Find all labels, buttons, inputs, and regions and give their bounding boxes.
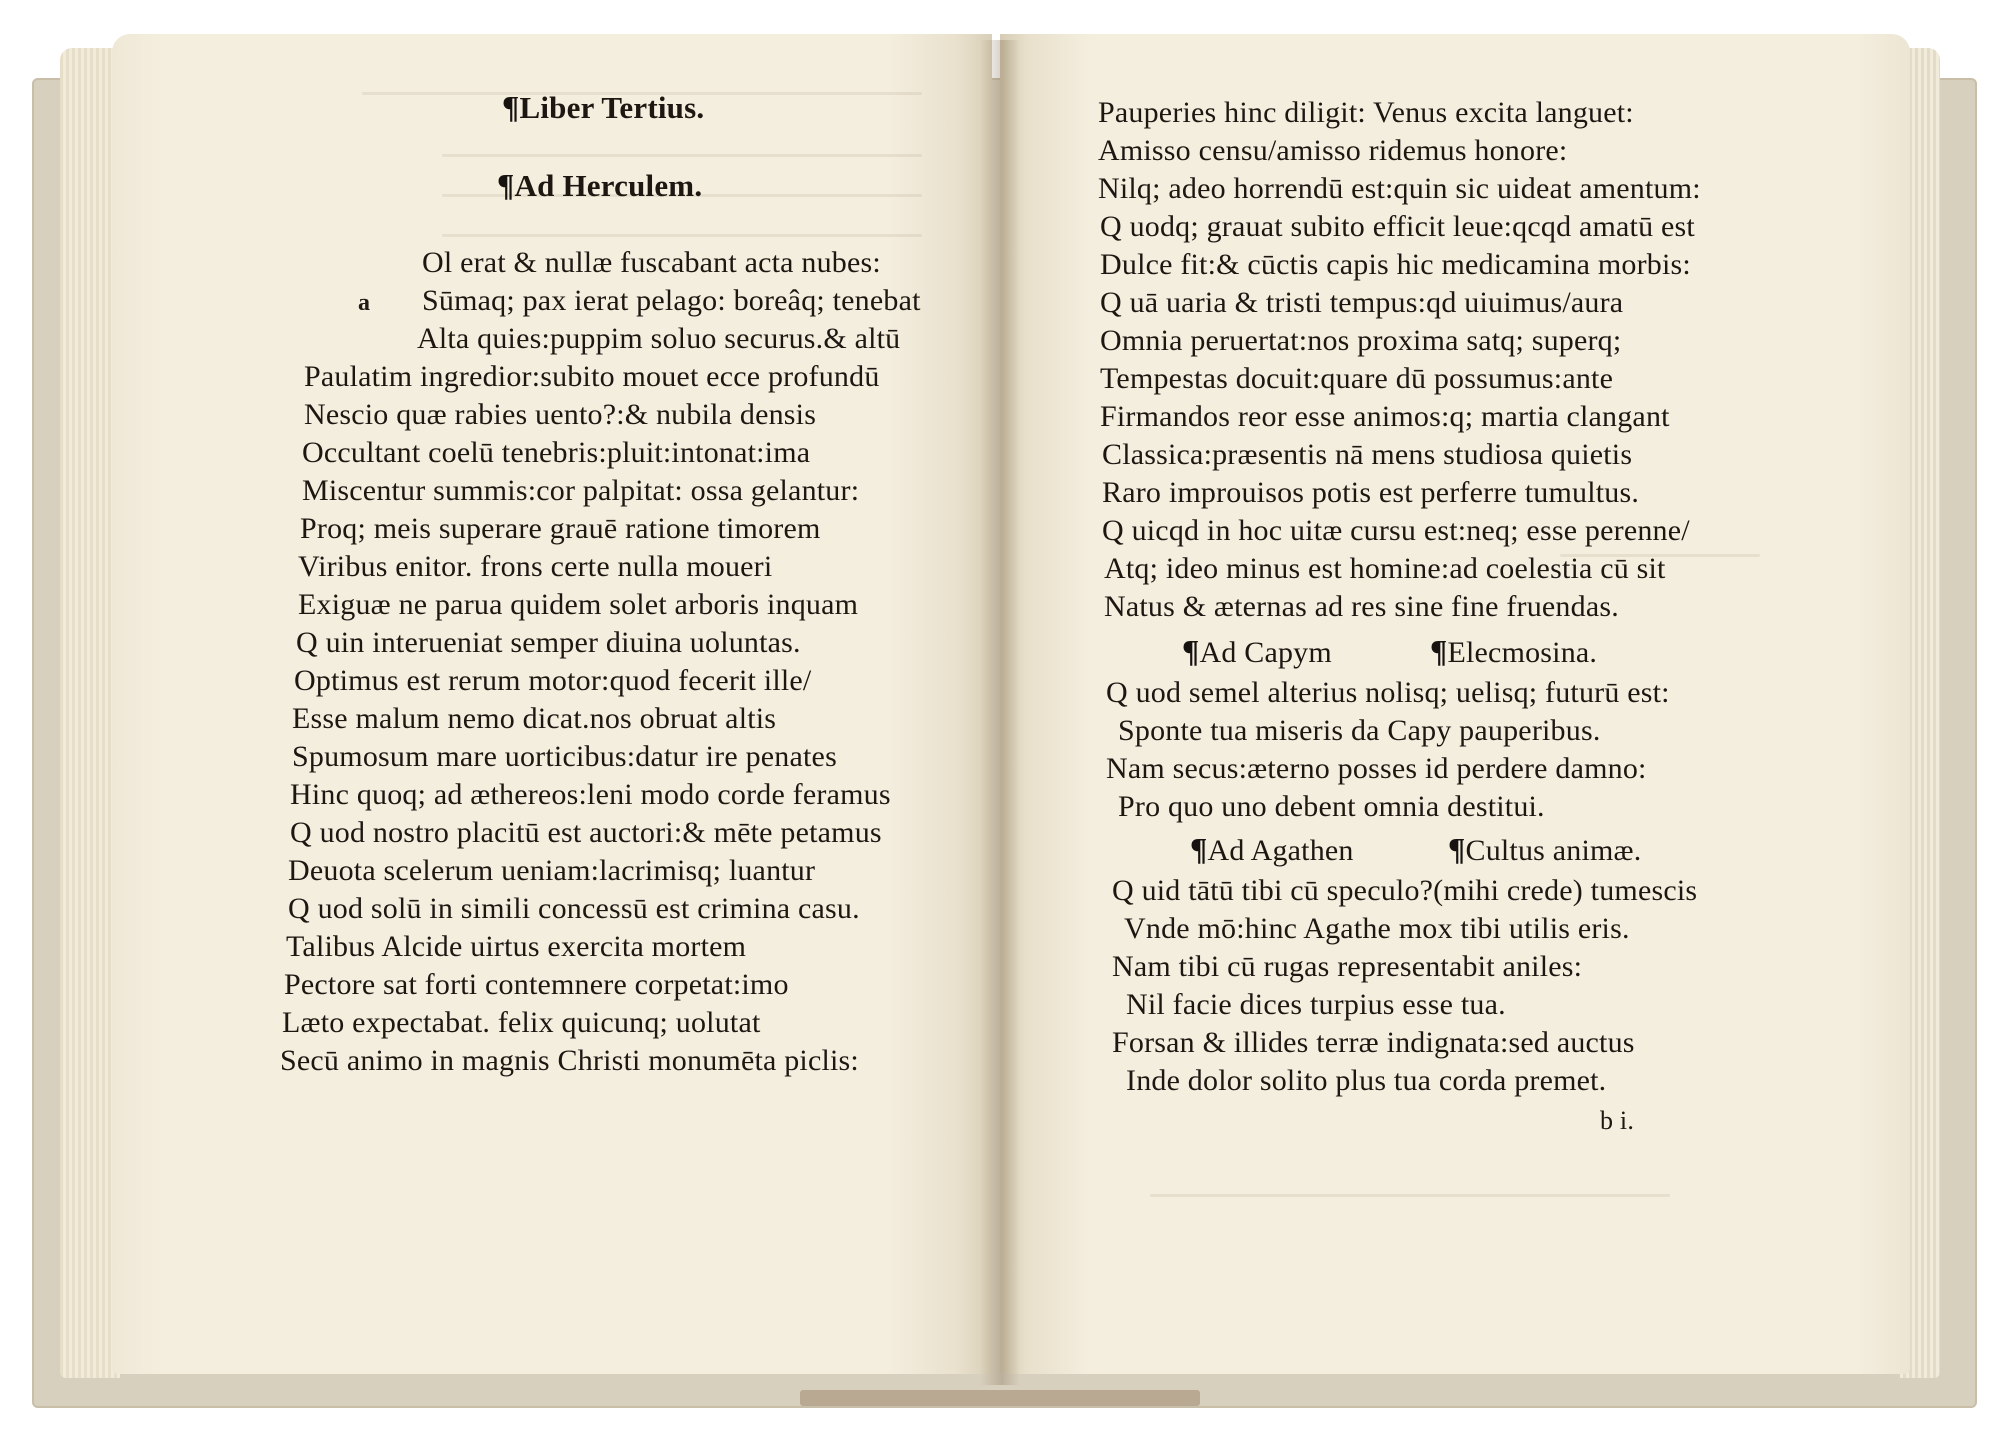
text-line: Q uod nostro placitū est auctori:& mēte petamus [290,816,882,849]
pilcrow-icon: ¶ [1448,831,1466,867]
marginal-letter: a [358,290,370,316]
text-line: Amisso censu/amisso ridemus honore: [1098,134,1568,167]
text-line: Inde dolor solito plus tua corda premet. [1126,1064,1607,1097]
text-line: Q uod solū in simili concessū est crimina casu. [288,892,860,925]
text-line: Pauperies hinc diligit: Venus excita languet: [1098,96,1634,129]
section-heading-cultus: ¶Cultus animæ. [1448,831,1642,867]
text-line: Miscentur summis:cor palpitat: ossa gelantur: [302,474,860,507]
section-heading-capym: ¶Ad Capym [1182,633,1332,669]
text-line: Spumosum mare uorticibus:datur ire penates [292,740,837,773]
text-line: Atq; ideo minus est homine:ad coelestia cū sit [1104,552,1666,585]
show-through [442,154,922,157]
show-through [442,234,922,237]
pilcrow-icon: ¶ [1182,633,1200,669]
text-line: Classica:præsentis nā mens studiosa quietis [1102,438,1633,471]
text-line: Deuota scelerum ueniam:lacrimisq; luantur [288,854,816,887]
text-line: Q uodq; grauat subito efficit leue:qcqd amatū est [1100,210,1695,243]
pilcrow-icon: ¶ [1190,831,1208,867]
left-page [112,34,992,1374]
text-line: Q uicqd in hoc uitæ cursu est:neq; esse perenne/ [1102,514,1690,547]
text-line: Dulce fit:& cūctis capis hic medicamina morbis: [1100,248,1691,281]
text-line: Q uā uaria & tristi tempus:qd uiuimus/aura [1100,286,1624,319]
pilcrow-icon: ¶ [502,89,520,125]
section-heading-agathen: ¶Ad Agathen [1190,831,1354,867]
show-through [1150,1194,1670,1197]
text-line: Optimus est rerum motor:quod fecerit ille/ [294,664,812,697]
section-heading-elecmosina: ¶Elecmosina. [1430,633,1598,669]
text-line: Occultant coelū tenebris:pluit:intonat:ima [302,436,811,469]
text-line: Forsan & illides terræ indignata:sed auctus [1112,1026,1635,1059]
poem-title: ¶Ad Herculem. [497,167,703,203]
text-line: Viribus enitor. frons certe nulla moueri [298,550,773,583]
text-line: Secū animo in magnis Christi monumēta piclis: [280,1044,859,1077]
pilcrow-icon: ¶ [497,167,515,203]
text-line: Nilq; adeo horrendū est:quin sic uideat amentum: [1098,172,1701,205]
book-spine [800,1390,1200,1406]
book-gutter [980,40,1020,1385]
text-line: Sponte tua miseris da Capy pauperibus. [1118,714,1601,747]
text-line: Tempestas docuit:quare dū possumus:ante [1100,362,1614,395]
signature-mark: b i. [1600,1106,1635,1135]
text-line: Hinc quoq; ad æthereos:leni modo corde feramus [290,778,891,811]
text-line: Nil facie dices turpius esse tua. [1126,988,1506,1021]
text-line: Q uod semel alterius nolisq; uelisq; futurū est: [1106,676,1670,709]
text-line: Paulatim ingredior:subito mouet ecce profundū [304,360,880,393]
running-head: ¶Liber Tertius. [502,89,705,125]
pilcrow-icon: ¶ [1430,633,1448,669]
text-line: Pro quo uno debent omnia destitui. [1118,790,1545,823]
text-line: Nescio quæ rabies uento?:& nubila densis [304,398,817,431]
text-line: Sūmaq; pax ierat pelago: boreâq; tenebat [422,284,921,317]
text-line: Nam tibi cū rugas representabit aniles: [1112,950,1583,983]
text-line: Læto expectabat. felix quicunq; uolutat [282,1006,761,1039]
text-line: Firmandos reor esse animos:q; martia clangant [1100,400,1670,433]
text-line: Raro improuisos potis est perferre tumultus. [1102,476,1640,509]
text-line: Talibus Alcide uirtus exercita mortem [286,930,747,963]
text-line: Proq; meis superare grauē ratione timorem [300,512,821,545]
text-line: Esse malum nemo dicat.nos obruat altis [292,702,777,735]
text-line: Q uid tātū tibi cū speculo?(mihi crede) tumescis [1112,874,1698,907]
text-line: Exiguæ ne parua quidem solet arboris inquam [298,588,859,621]
text-line: Natus & æternas ad res sine fine fruendas. [1104,590,1619,623]
text-line: Pectore sat forti contemnere corpetat:imo [284,968,789,1001]
text-line: Omnia peruertat:nos proxima satq; superq; [1100,324,1622,357]
text-line: Ol erat & nullæ fuscabant acta nubes: [422,246,881,279]
text-line: Vnde mō:hinc Agathe mox tibi utilis eris. [1124,912,1630,945]
left-page-edges [60,48,120,1378]
text-line: Alta quies:puppim soluo securus.& altū [417,322,901,355]
text-line: Q uin interueniat semper diuina uoluntas. [296,626,801,659]
right-page [1000,34,1910,1374]
text-line: Nam secus:æterno posses id perdere damno: [1106,752,1647,785]
